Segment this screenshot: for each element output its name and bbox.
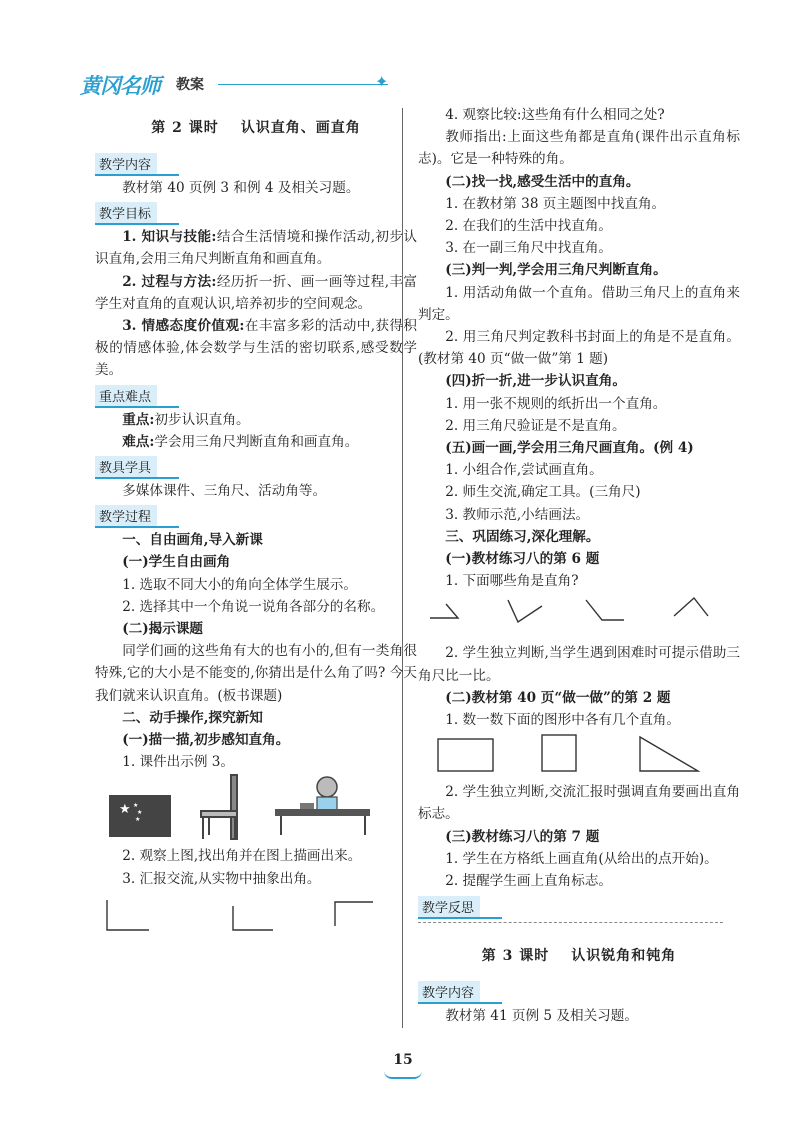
paragraph: 3. 教师示范,小结画法。	[445, 506, 590, 523]
goal-3-label: 3. 情感态度价值观:	[122, 318, 245, 335]
paragraph: 1. 在教材第 38 页主题图中找直角。	[445, 195, 666, 212]
goal-1	[95, 226, 417, 270]
sparkle-icon: ✦	[375, 72, 389, 91]
sub-heading: (二)揭示课题	[122, 621, 204, 638]
lesson-3-title	[418, 945, 740, 965]
angles-exercise-figure	[418, 592, 740, 642]
paragraph: 2. 观察上图,找出角并在图上描画出来。	[122, 848, 362, 865]
page-header	[80, 70, 389, 98]
page-number: 15	[393, 1052, 413, 1068]
section-heading-content: 教学内容	[95, 153, 157, 176]
paragraph: 1. 用一张不规则的纸折出一个直角。	[445, 395, 667, 412]
paragraph: 2. 学生独立判断,交流汇报时强调直角要画出直角标志。	[418, 784, 740, 823]
paragraph: 2. 提醒学生画上直角标志。	[445, 873, 613, 890]
paragraph: 1. 小组合作,尝试画直角。	[445, 462, 603, 479]
paragraph: 1. 选取不同大小的角向全体学生展示。	[122, 576, 357, 593]
sub-heading: (二)教材第 40 页“做一做”的第 2 题	[445, 689, 671, 706]
key-label: 重点:	[122, 411, 155, 428]
dashed-separator	[418, 922, 723, 923]
goal-2-label: 2. 过程与方法:	[122, 273, 217, 290]
goal-2	[95, 271, 417, 315]
lesson-3-number: 第 3 课时	[481, 948, 550, 964]
right-angles-illustration	[95, 890, 417, 940]
lesson-title	[95, 117, 417, 137]
paragraph: 2. 在我们的生活中找直角。	[445, 218, 613, 235]
paragraph: 1. 用活动角做一个直角。借助三角尺上的直角来判定。	[418, 284, 740, 323]
paragraph: 3. 在一副三角尺中找直角。	[445, 240, 613, 257]
paragraph: 1. 下面哪些角是直角?	[445, 573, 579, 590]
svg-text:★: ★	[137, 809, 143, 817]
example-3-figure	[95, 773, 417, 845]
lesson-number: 第 2 课时	[151, 120, 219, 136]
shapes-illustration	[418, 731, 740, 781]
right-angle-3	[335, 902, 373, 926]
chair-image	[201, 775, 237, 839]
section-heading-key-points: 重点难点	[95, 385, 157, 408]
paragraph: 教师指出:上面这些角都是直角(课件出示直角标志)。它是一种特殊的角。	[418, 129, 740, 168]
angle-b	[508, 600, 542, 622]
paragraph: 4. 观察比较:这些角有什么相同之处?	[445, 107, 665, 123]
difficulty-label: 难点:	[122, 433, 155, 450]
section-heading-goals: 教学目标	[95, 202, 157, 225]
paragraph: 1. 学生在方格纸上画直角(从给出的点开始)。	[445, 850, 718, 867]
difficulty-text: 学会用三角尺判断直角和画直角。	[154, 433, 359, 450]
svg-text:★: ★	[135, 816, 141, 824]
goal-3	[95, 315, 417, 382]
sub-heading: (三)教材练习八的第 7 题	[445, 828, 600, 845]
sub-heading: (一)描一描,初步感知直角。	[122, 732, 290, 749]
triangle-shape	[640, 737, 698, 771]
key-point	[95, 409, 417, 431]
left-column	[95, 112, 417, 940]
paragraph: 2. 用三角尺验证是不是直角。	[445, 417, 626, 434]
section-heading-content-3: 教学内容	[418, 981, 480, 1004]
step-heading: 三、巩固练习,深化理解。	[445, 528, 600, 545]
goal-2-text: 经历折一折、画一画等过程,丰富学生对直角的直观认识,培养初步的空间观念。	[95, 273, 417, 312]
rectangle-shape	[438, 739, 493, 771]
page-number-underline	[384, 1071, 422, 1079]
angle-a	[430, 604, 458, 618]
goal-3-text: 在丰富多彩的活动中,获得积极的情感体验,体会数学与生活的密切联系,感受数学美。	[95, 318, 417, 379]
example-3-illustration	[95, 773, 417, 845]
right-angle-2	[233, 906, 273, 930]
sub-heading: (五)画一画,学会用三角尺画直角。(例 4)	[445, 440, 694, 457]
paragraph: 同学们画的这些角有大的也有小的,但有一类角很特殊,它的大小是不能变的,你猜出是什么角了吗? 今天我们就来认识直角。(板书课题)	[95, 643, 417, 704]
sub-heading: (三)判一判,学会用三角尺判断直角。	[445, 262, 667, 279]
step-heading: 一、自由画角,导入新课	[122, 532, 263, 549]
goal-1-text: 结合生活情境和操作活动,初步认识直角,会用三角尺判断直角和画直角。	[95, 229, 417, 268]
content-3-text: 教材第 41 页例 5 及相关习题。	[445, 1008, 638, 1024]
key-text: 初步认识直角。	[154, 411, 250, 428]
square-shape	[542, 735, 576, 771]
paragraph: 2. 学生独立判断,当学生遇到困难时可提示借助三角尺比一比。	[418, 645, 740, 684]
angle-c	[586, 600, 624, 620]
content-text: 教材第 40 页例 3 和例 4 及相关习题。	[122, 180, 360, 196]
paragraph: 3. 汇报交流,从实物中抽象出角。	[122, 870, 321, 887]
svg-text:★: ★	[133, 802, 139, 810]
sub-heading: (一)学生自由画角	[122, 554, 231, 571]
difficulty	[95, 431, 417, 453]
paragraph: 1. 课件出示例 3。	[122, 754, 235, 771]
paragraph: 2. 师生交流,确定工具。(三角尺)	[445, 484, 641, 501]
right-angle-1	[107, 900, 149, 930]
student-desk-image	[275, 777, 370, 835]
flag-image	[109, 795, 171, 837]
svg-text:★: ★	[119, 802, 131, 818]
brand-logo: 黄冈名师	[80, 74, 160, 98]
section-heading-tools: 教具学具	[95, 456, 157, 479]
lesson-topic: 认识直角、画直角	[240, 120, 361, 136]
paragraph: 2. 选择其中一个角说一说角各部分的名称。	[122, 598, 385, 615]
header-rule	[218, 84, 388, 85]
paragraph: 2. 用三角尺判定教科书封面上的角是不是直角。(教材第 40 页“做一做”第 1 题)	[418, 329, 740, 368]
sub-heading: (一)教材练习八的第 6 题	[445, 551, 600, 568]
paragraph: 1. 数一数下面的图形中各有几个直角。	[445, 712, 680, 729]
angle-d	[674, 598, 708, 616]
lesson-3-topic: 认识锐角和钝角	[571, 948, 677, 964]
section-heading-reflection: 教学反思	[418, 896, 480, 919]
tools-text: 多媒体课件、三角尺、活动角等。	[122, 483, 327, 500]
abstract-angles-figure	[95, 890, 417, 940]
section-heading-process: 教学过程	[95, 505, 157, 528]
sub-heading: (四)折一折,进一步认识直角。	[445, 373, 626, 390]
step-heading: 二、动手操作,探究新知	[122, 709, 263, 726]
shapes-figure	[418, 731, 740, 781]
goal-1-label: 1. 知识与技能:	[122, 229, 217, 246]
right-column	[418, 104, 740, 920]
angles-exercise-illustration	[418, 592, 740, 642]
lesson-3-block	[418, 940, 740, 1027]
sub-heading: (二)找一找,感受生活中的直角。	[445, 173, 640, 190]
header-subtitle: 教案	[176, 77, 204, 93]
